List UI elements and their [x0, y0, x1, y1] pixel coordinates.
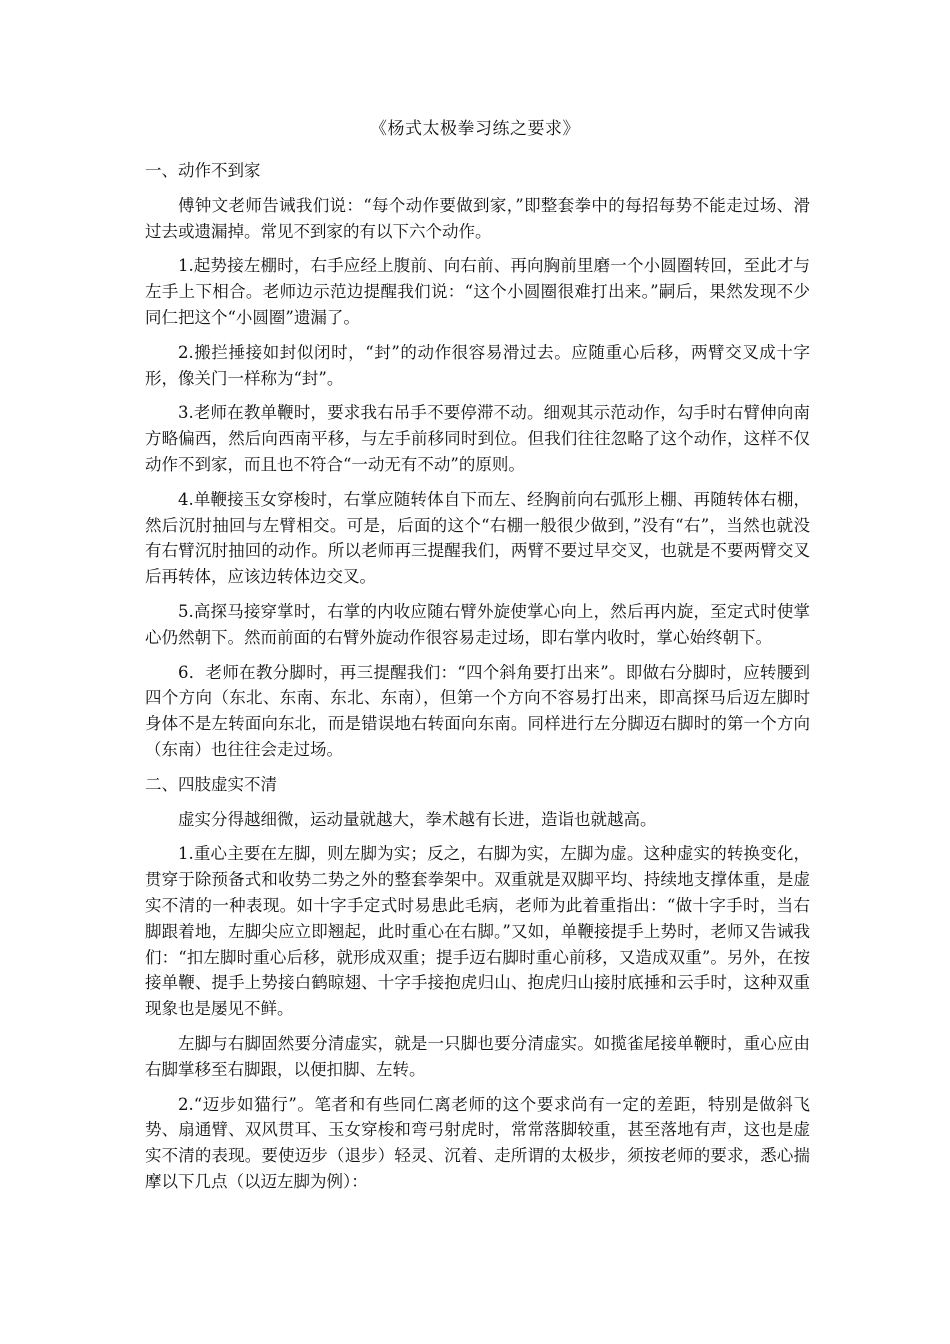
paragraph: 5.高探马接穿掌时，右掌的内收应随右臂外旋使掌心向上，然后再内旋，至定式时使掌心仍然朝下。然而前面的右臂外旋动作很容易走过场，即右掌内收时，掌心始终朝下。 [145, 601, 810, 647]
paragraph: 3.老师在教单鞭时，要求我右吊手不要停滞不动。细观其示范动作，勾手时右臂伸向南方略偏西，然后向西南平移，与左手前移同时到位。但我们往往忽略了这个动作，这样不仅动作不到家，而且也不符合“一动无有不动”的原则。 [145, 403, 810, 474]
paragraph: 左脚与右脚固然要分清虚实，就是一只脚也要分清虚实。如揽雀尾接单鞭时，重心应由右脚掌移至右脚跟，以便扣脚、左转。 [145, 1033, 810, 1079]
document-body [145, 158, 810, 1204]
section-heading-1: 一、动作不到家 [145, 161, 261, 180]
document-title: 《杨式太极拳习练之要求》 [370, 119, 580, 139]
paragraph: 2.“迈步如猫行”。笔者和有些同仁离老师的这个要求尚有一定的差距，特别是做斜飞势、扇通臂、双风贯耳、玉女穿梭和弯弓射虎时，常常落脚较重，甚至落地有声，这也是虚实不清的表现。要使迈步（退步）轻灵、沉着、走所谓的太极步，须按老师的要求，悉心揣摩以下几点（以迈左脚为例）： [145, 1094, 810, 1191]
paragraph: 2.搬拦捶接如封似闭时，“封”的动作很容易滑过去。应随重心后移，两臂交叉成十字形，像关门一样称为“封”。 [145, 342, 810, 388]
paragraph: 1.起势接左棚时，右手应经上腹前、向右前、再向胸前里磨一个小圆圈转回，至此才与左手上下相合。老师边示范边提醒我们说：“这个小圆圈很难打出来。”嗣后，果然发现不少同仁把这个“小圆圈”遗漏了。 [145, 256, 810, 327]
paragraph: 虚实分得越细微，运动量就越大，拳术越有长进，造诣也就越高。 [178, 809, 657, 829]
paragraph: 傅钟文老师告诫我们说：“每个动作要做到家，”即整套拳中的每招每势不能走过场、滑过去或遗漏掉。常见不到家的有以下六个动作。 [145, 195, 810, 241]
paragraph: 1.重心主要在左脚，则左脚为实；反之，右脚为实，左脚为虚。这种虚实的转换变化，贯穿于除预备式和收势二势之外的整套拳架中。双重就是双脚平均、持续地支撑体重，是虚实不清的一种表现。如十字手定式时易患此毛病，老师为此着重指出：“做十字手时，当右脚跟着地，左脚尖应立即翘起，此时重心在右脚。”又如，单鞭接提手上势时，老师又告诫我们：“扣左脚时重心后移，就形成双重；提手迈右脚时重心前移，又造成双重”。另外，在按接单鞭、提手上势接白鹤晾翅、十字手接抱虎归山、抱虎归山接肘底捶和云手时，这种双重现象也是屡见不鲜。 [145, 844, 810, 1019]
paragraph: 4.单鞭接玉女穿梭时，右掌应随转体自下而左、经胸前向右弧形上棚、再随转体右棚，然后沉肘抽回与左臂相交。可是，后面的这个“右棚一般很少做到，”没有“右”，当然也就没有右臂沉肘抽回的动作。所以老师再三提醒我们，两臂不要过早交叉，也就是不要两臂交叉后再转体，应该边转体边交叉。 [145, 489, 810, 587]
paragraph: 6．老师在教分脚时，再三提醒我们：“四个斜角要打出来”。即做右分脚时，应转腰到四个方向（东北、东南、东北、东南），但第一个方向不容易打出来，即高探马后迈左脚时身体不是左转面向东北，而是错误地右转面向东南。同样进行左分脚迈右脚时的第一个方向（东南）也往往会走过场。 [145, 662, 810, 759]
section-heading-2: 二、四肢虚实不清 [145, 774, 277, 794]
